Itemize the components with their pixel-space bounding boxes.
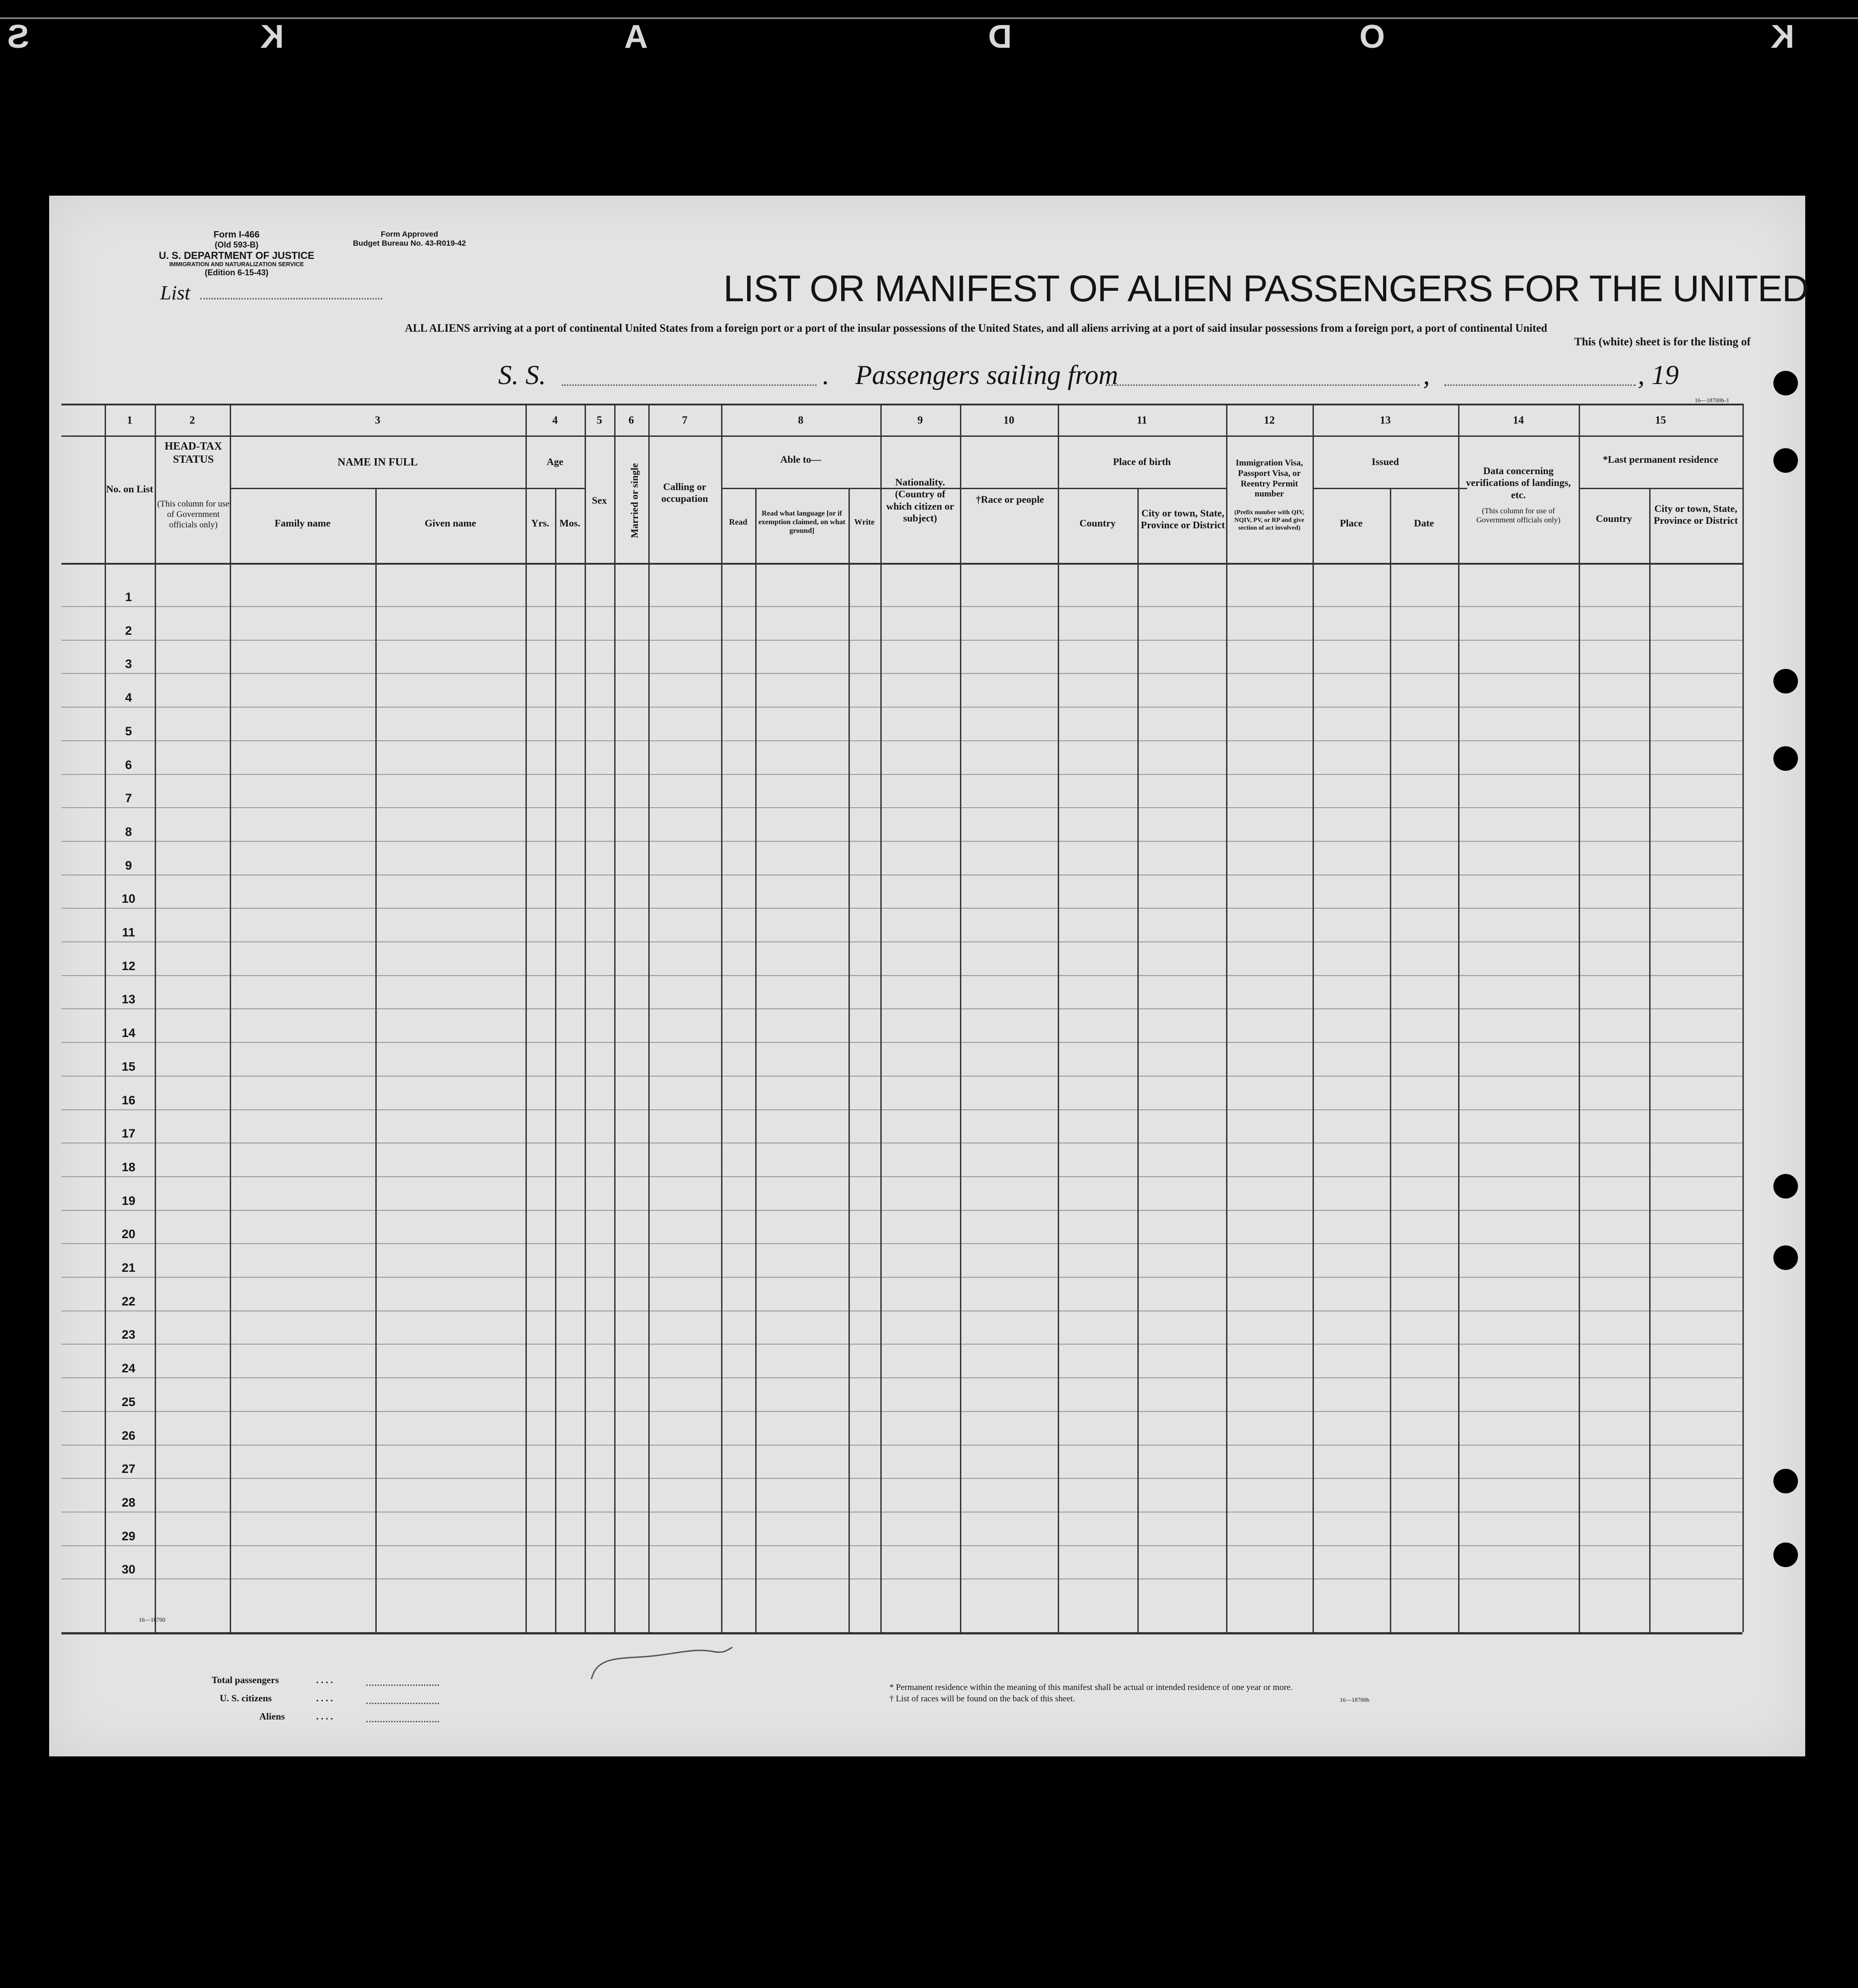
- row-line: [61, 774, 1742, 775]
- row-number: 23: [121, 1328, 136, 1342]
- us-citizens-field[interactable]: [366, 1703, 439, 1704]
- row-number: 17: [121, 1127, 136, 1141]
- dot-leader: . . . .: [316, 1674, 333, 1685]
- row-line: [61, 841, 1742, 842]
- ss-label: S. S.: [498, 360, 546, 390]
- service-name: IMMIGRATION AND NATURALIZATION SERVICE: [169, 260, 304, 268]
- header-data-note: (This column for use of Government officials only): [1476, 506, 1560, 525]
- column-number: 6: [628, 415, 634, 426]
- list-number-field[interactable]: [200, 298, 382, 299]
- column-number: 3: [375, 415, 380, 426]
- column-divider: [648, 404, 650, 1632]
- header-write: Write: [854, 517, 875, 526]
- table-top-border: [61, 404, 1742, 405]
- row-number: 5: [125, 724, 132, 738]
- column-divider: [585, 404, 586, 1632]
- row-line: [61, 1109, 1742, 1110]
- film-letter: K: [260, 19, 284, 55]
- row-line: [61, 1243, 1742, 1244]
- column-number: 12: [1264, 415, 1275, 426]
- row-number: 19: [121, 1194, 136, 1208]
- row-number: 12: [121, 959, 136, 973]
- column-number: 7: [682, 415, 687, 426]
- residence-sub-divider: [1579, 488, 1742, 489]
- row-line: [61, 1277, 1742, 1278]
- row-number: 26: [121, 1428, 136, 1442]
- row-line: [61, 1344, 1742, 1345]
- row-line: [61, 1042, 1742, 1043]
- dot-leader: . . . .: [316, 1711, 333, 1722]
- header-name-in-full: NAME IN FULL: [337, 456, 418, 468]
- row-number: 8: [125, 825, 132, 839]
- column-number: 11: [1136, 415, 1147, 426]
- period-mark: .: [823, 360, 829, 390]
- row-line: [61, 673, 1742, 674]
- name-sub-divider: [230, 488, 586, 489]
- binder-hole: [1773, 1543, 1798, 1567]
- header-years: Yrs.: [531, 517, 550, 529]
- header-birth-country: Country: [1079, 517, 1116, 529]
- header-place-of-birth: Place of birth: [1113, 456, 1171, 467]
- header-given-name: Given name: [424, 517, 476, 529]
- header-able-to: Able to—: [780, 454, 821, 465]
- row-line: [61, 1478, 1742, 1479]
- pencil-mark: [582, 1634, 746, 1688]
- row-number: 7: [125, 791, 132, 805]
- row-line: [61, 1076, 1742, 1077]
- row-line: [61, 1377, 1742, 1378]
- binder-hole: [1773, 1174, 1798, 1199]
- totals-block: [212, 1674, 466, 1729]
- us-citizens-label: U. S. citizens: [220, 1693, 272, 1704]
- row-line: [61, 1445, 1742, 1446]
- header-visa-note: (Prefix number with QIV, NQIV, PV, or RP and give section of act involved): [1234, 509, 1304, 531]
- header-age: Age: [546, 456, 564, 467]
- row-line: [61, 1578, 1742, 1579]
- departure-date-field[interactable]: [1444, 384, 1636, 386]
- header-married-or-single: Married or single: [628, 463, 640, 538]
- row-number: 1: [125, 590, 132, 604]
- header-issued-place: Place: [1339, 517, 1363, 529]
- column-number: 15: [1655, 415, 1666, 426]
- header-issued-date: Date: [1414, 517, 1434, 529]
- column-number: 8: [798, 415, 803, 426]
- print-code-top: 16—18700b-1: [1695, 397, 1729, 404]
- budget-bureau-number: Budget Bureau No. 43-R019-42: [353, 238, 466, 248]
- column-divider: [230, 404, 231, 1632]
- row-line: [61, 1176, 1742, 1177]
- header-last-permanent-residence: *Last permanent residence: [1603, 454, 1718, 465]
- column-divider: [1649, 488, 1651, 1632]
- column-divider: [880, 404, 882, 1632]
- budget-info: [318, 230, 500, 248]
- row-number: 16: [121, 1093, 136, 1107]
- film-letter: A: [624, 19, 648, 55]
- department-name: U. S. DEPARTMENT OF JUSTICE: [159, 249, 314, 261]
- film-letter: O: [1359, 19, 1385, 55]
- header-no-on-list: No. on List: [106, 483, 153, 495]
- total-passengers-label: Total passengers: [212, 1674, 279, 1685]
- binder-hole: [1773, 669, 1798, 693]
- form-edition: (Edition 6-15-43): [204, 268, 269, 277]
- row-number: 4: [125, 691, 132, 705]
- column-number: 5: [596, 415, 602, 426]
- row-line: [61, 1411, 1742, 1412]
- film-letter: S: [7, 19, 29, 55]
- row-number: 14: [121, 1026, 136, 1040]
- header-months: Mos.: [559, 517, 581, 529]
- header-issued: Issued: [1372, 456, 1399, 467]
- row-line: [61, 707, 1742, 708]
- birth-sub-divider: [1058, 488, 1226, 489]
- column-divider: [105, 404, 106, 1632]
- row-line: [61, 1008, 1742, 1009]
- column-divider: [1579, 404, 1580, 1632]
- film-letter: K: [1771, 19, 1794, 55]
- print-code-bottom: 16—18700: [139, 1616, 166, 1623]
- header-race-or-people: †Race or people: [976, 494, 1044, 505]
- column-number: 14: [1513, 415, 1524, 426]
- list-label: List: [160, 282, 191, 304]
- header-read-what-language: Read what language [or if exemption claimed, on what ground]: [758, 510, 846, 535]
- header-bottom-border: [61, 563, 1742, 565]
- column-number: 10: [1003, 415, 1015, 426]
- column-divider: [155, 404, 156, 1632]
- binder-hole: [1773, 1245, 1798, 1270]
- column-divider: [1458, 404, 1459, 1632]
- footnote-list-of-races: † List of races will be found on the back of this sheet.: [889, 1694, 1075, 1704]
- subtitle-line-1: ALL ALIENS arriving at a port of continental United States from a foreign port or a port of the insular possessions of the United States, and all aliens arriving at a port of said insular possessions from a foreign port, a port of continental United: [405, 322, 1547, 334]
- binder-hole: [1773, 448, 1798, 473]
- column-divider: [555, 488, 556, 1632]
- row-number: 6: [125, 758, 132, 772]
- header-calling-or-occupation: Calling or occupation: [661, 481, 708, 505]
- sailing-from-label: Passengers sailing from: [855, 360, 1118, 390]
- row-line: [61, 1210, 1742, 1211]
- year-label: , 19: [1638, 360, 1679, 390]
- binder-hole: [1773, 371, 1798, 395]
- row-line: [61, 807, 1742, 808]
- binder-hole: [1773, 1469, 1798, 1493]
- header-data-concerning: Data concerning verifications of landings, etc.: [1466, 465, 1571, 501]
- film-edge-lettering: [0, 18, 1858, 55]
- form-old-number: (Old 593-B): [214, 240, 258, 249]
- row-number: 11: [122, 926, 135, 939]
- column-number: 9: [917, 415, 923, 426]
- row-line: [61, 640, 1742, 641]
- form-info: [136, 230, 337, 278]
- row-line: [61, 1310, 1742, 1311]
- total-passengers-field[interactable]: [366, 1684, 439, 1686]
- column-number: 4: [552, 415, 558, 426]
- row-line: [61, 1545, 1742, 1546]
- column-divider: [1058, 404, 1059, 1632]
- column-number-divider: [61, 435, 1742, 437]
- row-number: 13: [121, 992, 136, 1007]
- row-line: [61, 975, 1742, 976]
- row-number: 25: [121, 1395, 136, 1409]
- table-bottom-border: [61, 1632, 1742, 1634]
- print-code-footer: 16—18700b: [1340, 1696, 1369, 1703]
- header-family-name: Family name: [274, 517, 331, 529]
- column-divider: [1226, 404, 1227, 1632]
- header-residence-country: Country: [1595, 513, 1632, 524]
- column-divider: [848, 488, 850, 1632]
- row-line: [61, 606, 1742, 607]
- dot-leader: . . . .: [316, 1693, 333, 1704]
- row-number: 30: [121, 1563, 136, 1577]
- row-number: 15: [121, 1059, 136, 1073]
- form-number: Form I-466: [213, 230, 260, 240]
- comma-mark: ,: [1423, 360, 1430, 390]
- row-number: 24: [121, 1361, 136, 1376]
- column-number: 1: [127, 415, 132, 426]
- row-number: 29: [121, 1529, 136, 1543]
- row-number: 22: [121, 1294, 136, 1308]
- row-line: [61, 740, 1742, 741]
- row-number: 21: [121, 1261, 136, 1275]
- row-number: 3: [125, 657, 132, 671]
- header-head-tax-note: (This column for use of Government officials only): [157, 499, 230, 530]
- aliens-field[interactable]: [366, 1721, 439, 1722]
- age-sub-divider: [535, 488, 586, 489]
- header-visa-number: Immigration Visa, Passport Visa, or Reentry Permit number: [1236, 458, 1303, 499]
- header-read: Read: [729, 517, 747, 526]
- header-residence-city: City or town, State, Province or District: [1654, 503, 1738, 526]
- form-approved: Form Approved: [381, 230, 438, 238]
- header-head-tax-status: HEAD-TAX STATUS: [164, 440, 222, 465]
- column-divider: [614, 404, 616, 1632]
- column-divider: [375, 488, 377, 1632]
- column-divider: [721, 404, 722, 1632]
- column-divider: [755, 488, 757, 1632]
- column-divider: [960, 404, 961, 1632]
- binder-hole: [1773, 746, 1798, 771]
- column-divider: [1313, 404, 1314, 1632]
- header-sex: Sex: [592, 495, 607, 506]
- subtitle-line-2: This (white) sheet is for the listing of: [1574, 336, 1751, 348]
- manifest-title: LIST OR MANIFEST OF ALIEN PASSENGERS FOR THE UNITED: [723, 268, 1809, 309]
- port-of-departure-field[interactable]: [1106, 384, 1419, 386]
- row-number: 28: [121, 1495, 136, 1509]
- aliens-label: Aliens: [259, 1711, 285, 1722]
- footnote-permanent-residence: * Permanent residence within the meaning of this manifest shall be actual or intended residence of one year or more.: [889, 1683, 1293, 1692]
- row-line: [61, 941, 1742, 942]
- row-number: 20: [121, 1227, 136, 1241]
- row-line: [61, 908, 1742, 909]
- row-number: 10: [121, 892, 136, 906]
- column-divider: [1137, 488, 1139, 1632]
- film-letter: D: [988, 19, 1012, 55]
- column-divider: [1742, 404, 1744, 1632]
- row-number: 9: [125, 858, 132, 872]
- column-divider: [525, 404, 527, 1632]
- column-number: 13: [1380, 415, 1391, 426]
- row-number: 18: [121, 1160, 136, 1174]
- header-nationality: Nationality. (Country of which citizen or subject): [886, 476, 954, 524]
- column-number: 2: [189, 415, 195, 426]
- manifest-table: [61, 404, 1742, 1632]
- row-number: 27: [121, 1462, 136, 1476]
- column-divider: [1390, 488, 1391, 1632]
- ship-name-field[interactable]: [562, 384, 817, 386]
- row-number: 2: [125, 623, 132, 637]
- header-birth-city: City or town, State, Province or District: [1141, 507, 1225, 531]
